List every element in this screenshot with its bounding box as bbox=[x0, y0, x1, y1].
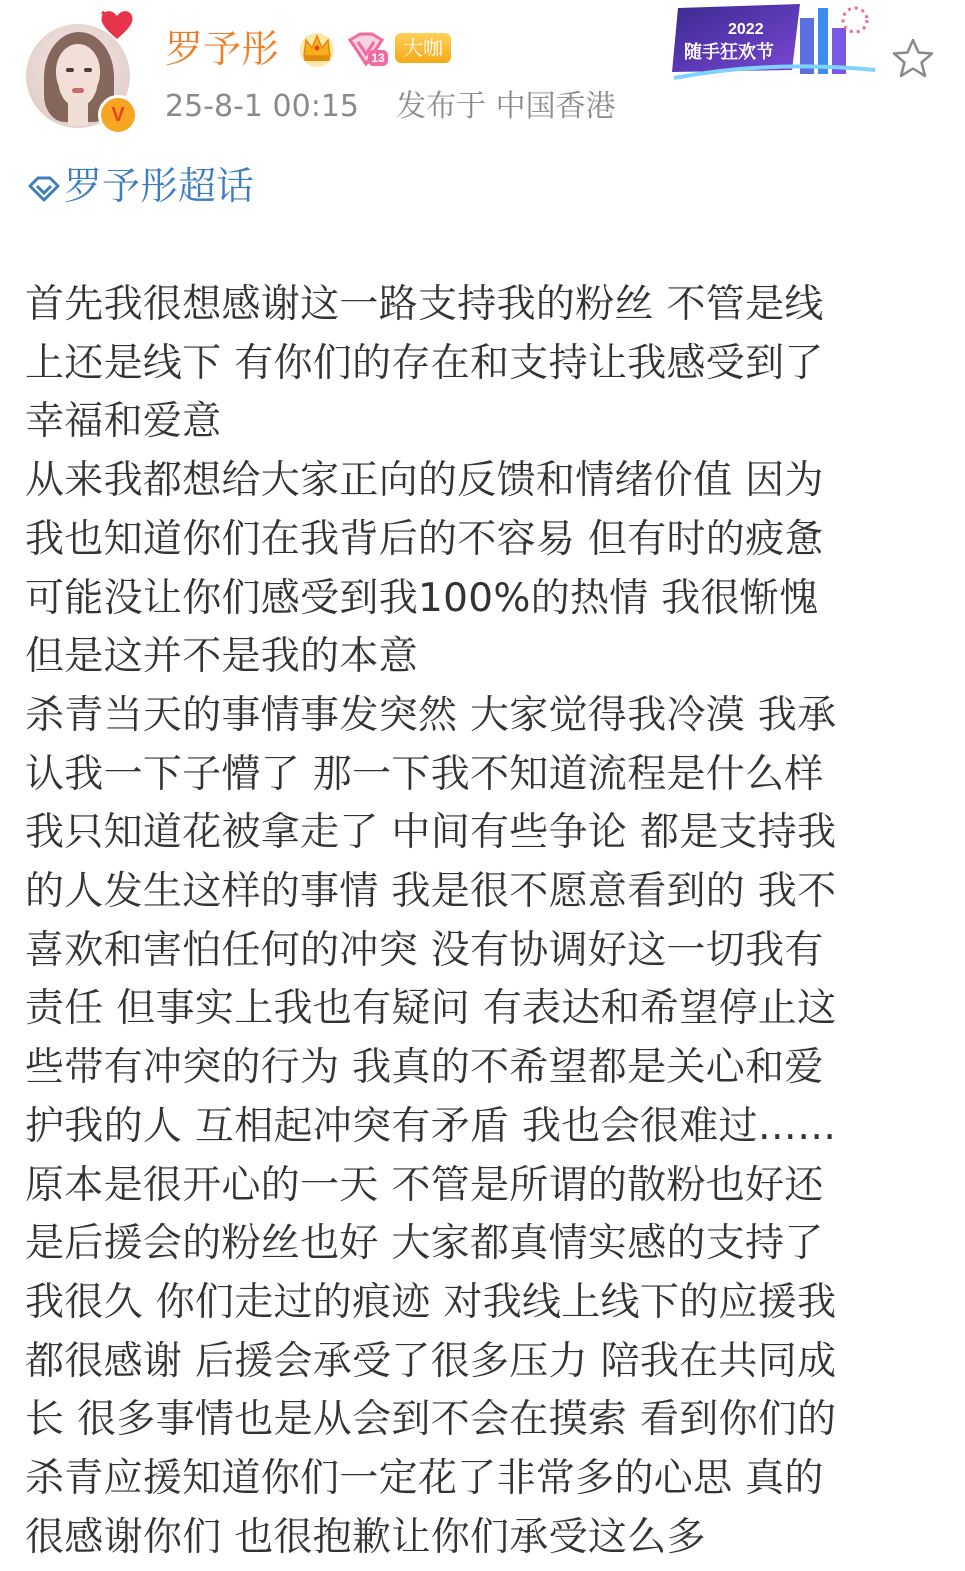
svg-text:2022: 2022 bbox=[728, 21, 764, 38]
svg-text:随手狂欢节: 随手狂欢节 bbox=[684, 42, 774, 63]
content-line: 首先我很想感谢这一路支持我的粉丝 不管是线 bbox=[25, 282, 824, 327]
svg-text:13: 13 bbox=[371, 51, 385, 65]
content-line: 但是这并不是我的本意 bbox=[25, 634, 419, 680]
content-line: 原本是很开心的一天 不管是所谓的散粉也好还 bbox=[25, 1162, 824, 1208]
content-line: 喜欢和害怕任何的冲突 没有协调好这一切我有 bbox=[25, 927, 824, 973]
content-line: 我只知道花被拿走了 中间有些争论 都是支持我 bbox=[25, 810, 837, 856]
content-line: 可能没让你们感受到我100%的热情 我很惭愧 bbox=[25, 575, 819, 621]
star-icon[interactable] bbox=[890, 36, 936, 80]
location: 发布于 中国香港 bbox=[396, 89, 616, 124]
content-line: 的人发生这样的事情 我是很不愿意看到的 我不 bbox=[25, 869, 837, 915]
timestamp: 25-8-1 00:15 bbox=[165, 89, 359, 124]
vip-badge: 大咖 bbox=[395, 33, 451, 63]
supertopic-link[interactable] bbox=[26, 160, 254, 212]
content-line: 责任 但事实上我也有疑问 有表达和希望停止这 bbox=[25, 986, 837, 1032]
event-banner[interactable] bbox=[670, 0, 880, 86]
content-line: 是后援会的粉丝也好 大家都真情实感的支持了 bbox=[25, 1221, 824, 1267]
heart-decoration-icon bbox=[98, 6, 136, 42]
content-line: 从来我都想给大家正向的反馈和情绪价值 因为 bbox=[25, 458, 824, 504]
supertopic-label: 罗予彤超话 bbox=[64, 164, 255, 208]
content-line: 认我一下子懵了 那一下我不知道流程是什么样 bbox=[25, 751, 824, 797]
post-meta bbox=[165, 86, 616, 128]
verified-v-icon: V bbox=[98, 95, 138, 135]
content-line: 都很感谢 后援会承受了很多压力 陪我在共同成 bbox=[25, 1338, 837, 1384]
content-line: 杀青当天的事情事发突然 大家觉得我冷漠 我承 bbox=[25, 692, 837, 738]
content-line: 幸福和爱意 bbox=[25, 399, 222, 445]
content-line: 护我的人 互相起冲突有矛盾 我也会很难过…… bbox=[25, 1103, 837, 1149]
post-content bbox=[25, 276, 940, 1567]
crown-icon bbox=[296, 28, 338, 68]
author-name[interactable]: 罗予彤 bbox=[165, 27, 280, 71]
content-line: 我也知道你们在我背后的不容易 但有时的疲惫 bbox=[25, 516, 824, 562]
content-line: 很感谢你们 也很抱歉让你们承受这么多 bbox=[25, 1514, 706, 1560]
post-header bbox=[0, 0, 965, 140]
content-line: 些带有冲突的行为 我真的不希望都是关心和爱 bbox=[25, 1045, 824, 1091]
content-line: 上还是线下 有你们的存在和支持让我感受到了 bbox=[25, 340, 824, 386]
content-line: 我很久 你们走过的痕迹 对我线上线下的应援我 bbox=[25, 1279, 837, 1325]
supertopic-icon bbox=[26, 174, 62, 204]
content-line: 长 很多事情也是从会到不会在摸索 看到你们的 bbox=[25, 1397, 837, 1443]
content-line: 杀青应援知道你们一定花了非常多的心思 真的 bbox=[25, 1456, 824, 1502]
level-badge-icon bbox=[344, 30, 388, 68]
